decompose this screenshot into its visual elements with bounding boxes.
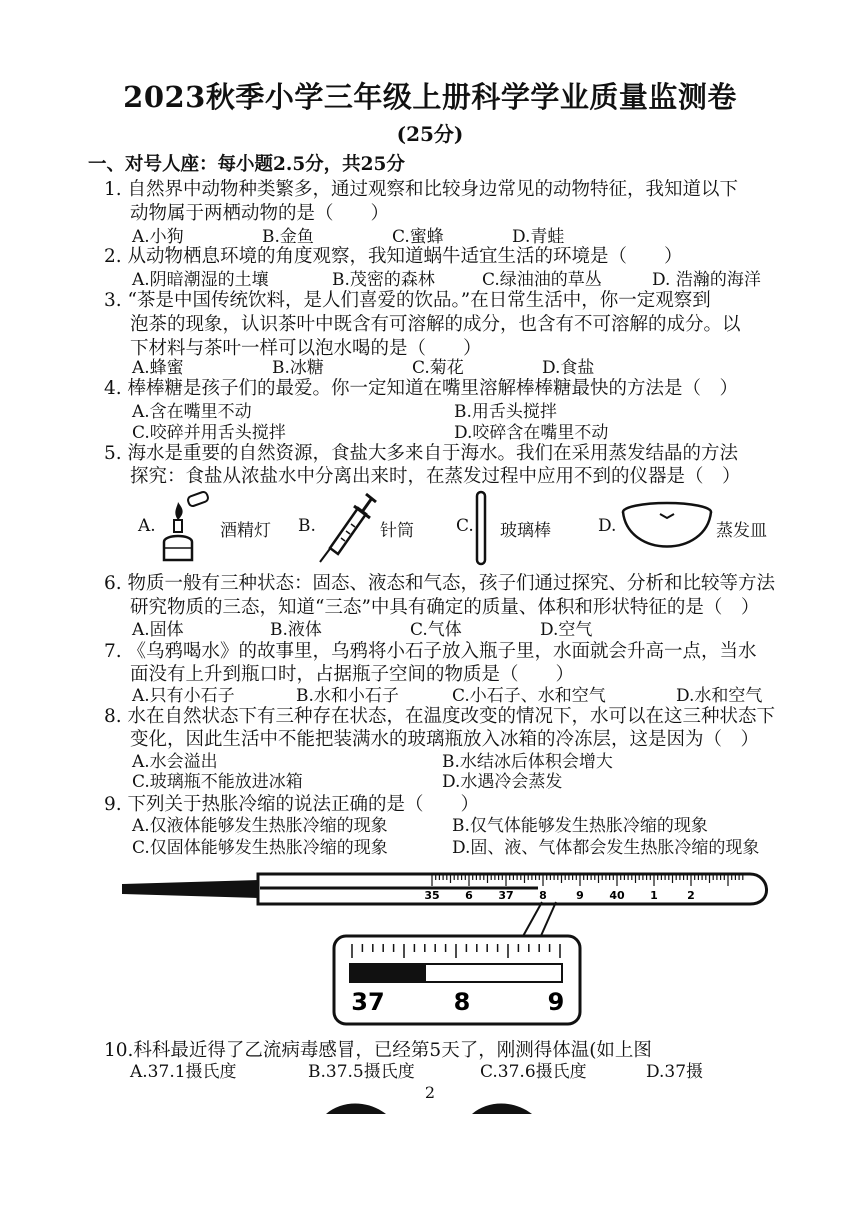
- q2-stem-line1: 2. 从动物栖息环境的角度观察，我知道蜗牛适宜生活的环境是（ ）: [104, 246, 683, 267]
- q2-option-b: B.茂密的森林: [332, 270, 435, 290]
- q1-option-a: A.小狗: [132, 227, 184, 247]
- q9-option-b: B.仅气体能够发生热胀冷缩的现象: [452, 816, 708, 836]
- page-number: 2: [424, 1083, 436, 1102]
- scale-label: 37: [498, 889, 514, 902]
- q3-option-c: C.菊花: [412, 358, 464, 378]
- alcohol-lamp-icon: [158, 490, 218, 562]
- q1-option-c: C.蜜蜂: [392, 227, 444, 247]
- q5-option-a-letter: A.: [138, 516, 156, 536]
- scale-label: 9: [576, 889, 584, 902]
- score-label: (25分): [396, 122, 464, 146]
- q5-option-c-label: 玻璃棒: [500, 521, 551, 541]
- q7-stem-line2: 面没有上升到瓶口时，占据瓶子空间的物质是（ ）: [130, 664, 575, 685]
- q6-stem-line2: 研究物质的三态，知道“三态”中具有确定的质量、体积和形状特征的是（ ）: [130, 597, 760, 618]
- q10-option-c: C.37.6摄氏度: [480, 1062, 587, 1082]
- q4-option-b: B.用舌头搅拌: [454, 402, 557, 422]
- page-title: 2023秋季小学三年级上册科学学业质量监测卷: [123, 80, 737, 114]
- q5-stem-line1: 5. 海水是重要的自然资源，食盐大多来自于海水。我们在采用蒸发结晶的方法: [104, 443, 739, 464]
- q8-option-d: D.水遇冷会蒸发: [442, 772, 563, 792]
- q5-option-b-label: 针筒: [380, 521, 414, 541]
- q3-stem-line3: 下材料与茶叶一样可以泡水喝的是（ ）: [130, 338, 482, 359]
- q9-option-d: D.固、液、气体都会发生热胀冷缩的现象: [452, 838, 760, 858]
- scale-label: 8: [539, 889, 547, 902]
- q9-option-a: A.仅液体能够发生热胀冷缩的现象: [132, 816, 388, 836]
- q6-stem-line1: 6. 物质一般有三种状态：固态、液态和气态，孩子们通过探究、分析和比较等方法: [104, 573, 776, 594]
- q3-option-d: D.食盐: [542, 358, 595, 378]
- q8-option-a: A.水会溢出: [132, 752, 218, 772]
- section-heading: 一、对号人座：每小题2.5分，共25分: [88, 154, 405, 175]
- q8-option-c: C.玻璃瓶不能放进冰箱: [132, 772, 303, 792]
- q3-option-b: B.冰糖: [272, 358, 324, 378]
- q8-stem-line1: 8. 水在自然状态下有三种存在状态，在温度改变的情况下，水可以在这三种状态下: [104, 706, 776, 727]
- glass-rod-icon: [474, 490, 490, 566]
- scale-label: 40: [609, 889, 625, 902]
- q3-stem-line1: 3. “茶是中国传统饮料，是人们喜爱的饮品。”在日常生活中，你一定观察到: [104, 290, 711, 311]
- q7-option-c: C.小石子、水和空气: [452, 686, 606, 706]
- q10-option-d: D.37摄: [646, 1062, 704, 1082]
- scale-label: 35: [424, 889, 440, 902]
- scale-label: 2: [687, 889, 695, 902]
- q8-option-b: B.水结冰后体积会增大: [442, 752, 613, 772]
- q10-option-a: A.37.1摄氏度: [130, 1062, 237, 1082]
- q2-option-d: D. 浩瀚的海洋: [652, 270, 761, 290]
- q3-option-a: A.蜂蜜: [132, 358, 184, 378]
- q5-option-a-label: 酒精灯: [220, 521, 271, 541]
- evaporating-dish-icon: [620, 500, 714, 556]
- q1-option-d: D.青蛙: [512, 227, 565, 247]
- q6-option-b: B.液体: [270, 620, 322, 640]
- q6-option-c: C.气体: [410, 620, 462, 640]
- scale-label: 6: [465, 889, 473, 902]
- q2-option-a: A.阴暗潮湿的土壤: [132, 270, 269, 290]
- zoom-label: 8: [453, 988, 471, 1016]
- q1-stem-line1: 1. 自然界中动物种类繁多，通过观察和比较身边常见的动物特征，我知道以下: [104, 179, 739, 200]
- q6-option-a: A.固体: [132, 620, 184, 640]
- zoom-label: 9: [547, 988, 565, 1016]
- q4-option-a: A.含在嘴里不动: [132, 402, 252, 422]
- scan-marks: [322, 1098, 542, 1118]
- q9-option-c: C.仅固体能够发生热胀冷缩的现象: [132, 838, 388, 858]
- q5-stem-line2: 探究：食盐从浓盐水中分离出来时，在蒸发过程中应用不到的仪器是（ ）: [130, 466, 741, 487]
- scale-label: 1: [650, 889, 658, 902]
- q5-option-d-letter: D.: [598, 516, 617, 536]
- q5-option-b-letter: B.: [298, 516, 316, 536]
- zoom-label: 37: [351, 988, 385, 1016]
- q10-stem-line1: 10.科科最近得了乙流病毒感冒，已经第5天了，刚测得体温(如上图: [104, 1040, 652, 1061]
- q5-option-c-letter: C.: [456, 516, 474, 536]
- q4-option-d: D.咬碎含在嘴里不动: [454, 423, 609, 443]
- q7-option-d: D.水和空气: [676, 686, 763, 706]
- q6-option-d: D.空气: [540, 620, 593, 640]
- q2-option-c: C.绿油油的草丛: [482, 270, 602, 290]
- q1-option-b: B.金鱼: [262, 227, 314, 247]
- q1-stem-line2: 动物属于两栖动物的是（ ）: [130, 203, 390, 224]
- thermometer-figure: [110, 864, 790, 1028]
- q5-option-d-label: 蒸发皿: [716, 521, 767, 541]
- q8-stem-line2: 变化，因此生活中不能把装满水的玻璃瓶放入冰箱的冷冻层，这是因为（ ）: [130, 729, 760, 750]
- q3-stem-line2: 泡茶的现象，认识茶叶中既含有可溶解的成分，也含有不可溶解的成分。以: [130, 314, 741, 335]
- q7-option-a: A.只有小石子: [132, 686, 235, 706]
- syringe-icon: [314, 490, 378, 566]
- q7-stem-line1: 7. 《乌鸦喝水》的故事里，乌鸦将小石子放入瓶子里，水面就会升高一点，当水: [104, 641, 757, 662]
- q9-stem-line1: 9. 下列关于热胀冷缩的说法正确的是（ ）: [104, 794, 480, 815]
- q7-option-b: B.水和小石子: [296, 686, 399, 706]
- q4-option-c: C.咬碎并用舌头搅拌: [132, 423, 286, 443]
- q10-option-b: B.37.5摄氏度: [308, 1062, 415, 1082]
- q4-stem-line1: 4. 棒棒糖是孩子们的最爱。你一定知道在嘴里溶解棒棒糖最快的方法是（ ）: [104, 378, 739, 399]
